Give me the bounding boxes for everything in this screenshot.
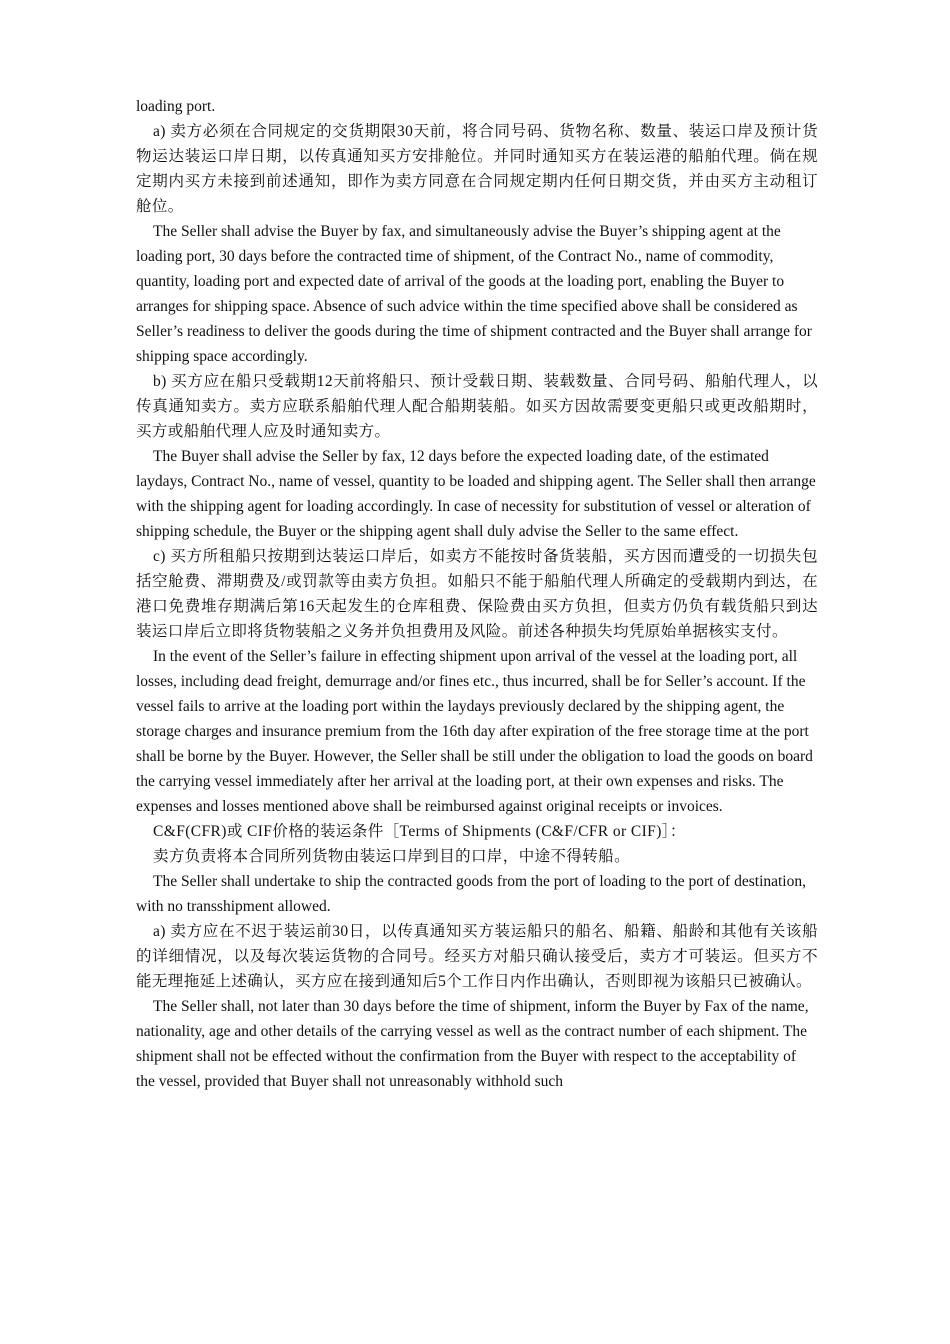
document-page	[136, 94, 818, 1094]
paragraph-no-transshipment-en: The Seller shall undertake to ship the contracted goods from the port of loading to the port of destination, with no transshipment allowed.	[136, 873, 806, 915]
paragraph-buyer-advice-en: The Buyer shall advise the Seller by fax, 12 days before the expected loading date, of the estimated laydays, Contract No., name of vessel, quantity to be loaded and shipping agent. The Seller shall then arrange with the shipping agent for loading accordingly. In case of necessity for substitution of vessel or alteration of shipping schedule, the Buyer or the shipping agent shall duly advise the Seller to the same effect.	[136, 448, 816, 540]
paragraph-seller-advice-zh: a) 卖方必须在合同规定的交货期限30天前，将合同号码、货物名称、数量、装运口岸及预计货物运达装运口岸日期，以传真通知买方安排舱位。并同时通知买方在装运港的船舶代理。倘在规定期内买方未接到前述通知，即作为卖方同意在合同规定期内任何日期交货，并由买方主动租订舱位。	[136, 123, 818, 215]
section-heading-terms-of-shipment: C&F(CFR)或 CIF价格的装运条件［Terms of Shipments (C&F/CFR or CIF)］：	[153, 823, 686, 840]
paragraph-continuation: loading port.	[136, 98, 216, 115]
paragraph-vessel-notice-en: The Seller shall, not later than 30 days before the time of shipment, inform the Buyer by Fax of the name, nationality, age and other details of the carrying vessel as well as the contract number of each shipment. The shipment shall not be effected without the confirmation from the Buyer with respect to the acceptability of the vessel, provided that Buyer shall not unreasonably withhold such	[136, 998, 809, 1090]
paragraph-shipment-failure-zh: c) 买方所租船只按期到达装运口岸后，如卖方不能按时备货装船，买方因而遭受的一切损失包括空舱费、滞期费及/或罚款等由卖方负担。如船只不能于船舶代理人所确定的受载期内到达，在港口免费堆存期满后第16天起发生的仓库租费、保险费由买方负担，但卖方仍负有载货船只到达装运口岸后立即将货物装船之义务并负担费用及风险。前述各种损失均凭原始单据核实支付。	[136, 548, 818, 640]
paragraph-no-transshipment-zh: 卖方负责将本合同所列货物由装运口岸到目的口岸，中途不得转船。	[153, 848, 631, 865]
paragraph-buyer-advice-zh: b) 买方应在船只受载期12天前将船只、预计受载日期、装载数量、合同号码、船舶代理人，以传真通知卖方。卖方应联系船舶代理人配合船期装船。如买方因故需要变更船只或更改船期时，买方或船舶代理人应及时通知卖方。	[136, 373, 818, 440]
paragraph-vessel-notice-zh: a) 卖方应在不迟于装运前30日，以传真通知买方装运船只的船名、船籍、船龄和其他有关该船的详细情况，以及每次装运货物的合同号。经买方对船只确认接受后，卖方才可装运。但买方不能无理拖延上述确认，买方应在接到通知后5个工作日内作出确认，否则即视为该船只已被确认。	[136, 923, 818, 990]
paragraph-shipment-failure-en: In the event of the Seller’s failure in effecting shipment upon arrival of the vessel at the loading port, all losses, including dead freight, demurrage and/or fines etc., thus incurred, shall be for Seller’s account. If the vessel fails to arrive at the loading port within the laydays previously declared by the shipping agent, the storage charges and insurance premium from the 16th day after expiration of the free storage time at the port shall be borne by the Buyer. However, the Seller shall be still under the obligation to load the goods on board the carrying vessel immediately after her arrival at the loading port, at their own expenses and risks. The expenses and losses mentioned above shall be reimbursed against original receipts or invoices.	[136, 648, 813, 815]
paragraph-seller-advice-en: The Seller shall advise the Buyer by fax, and simultaneously advise the Buyer’s shipping agent at the loading port, 30 days before the contracted time of shipment, of the Contract No., name of commodity, quantity, loading port and expected date of arrival of the goods at the loading port, enabling the Buyer to arranges for shipping space. Absence of such advice within the time specified above shall be considered as Seller’s readiness to deliver the goods during the time of shipment contracted and the Buyer shall arrange for shipping space accordingly.	[136, 223, 812, 365]
